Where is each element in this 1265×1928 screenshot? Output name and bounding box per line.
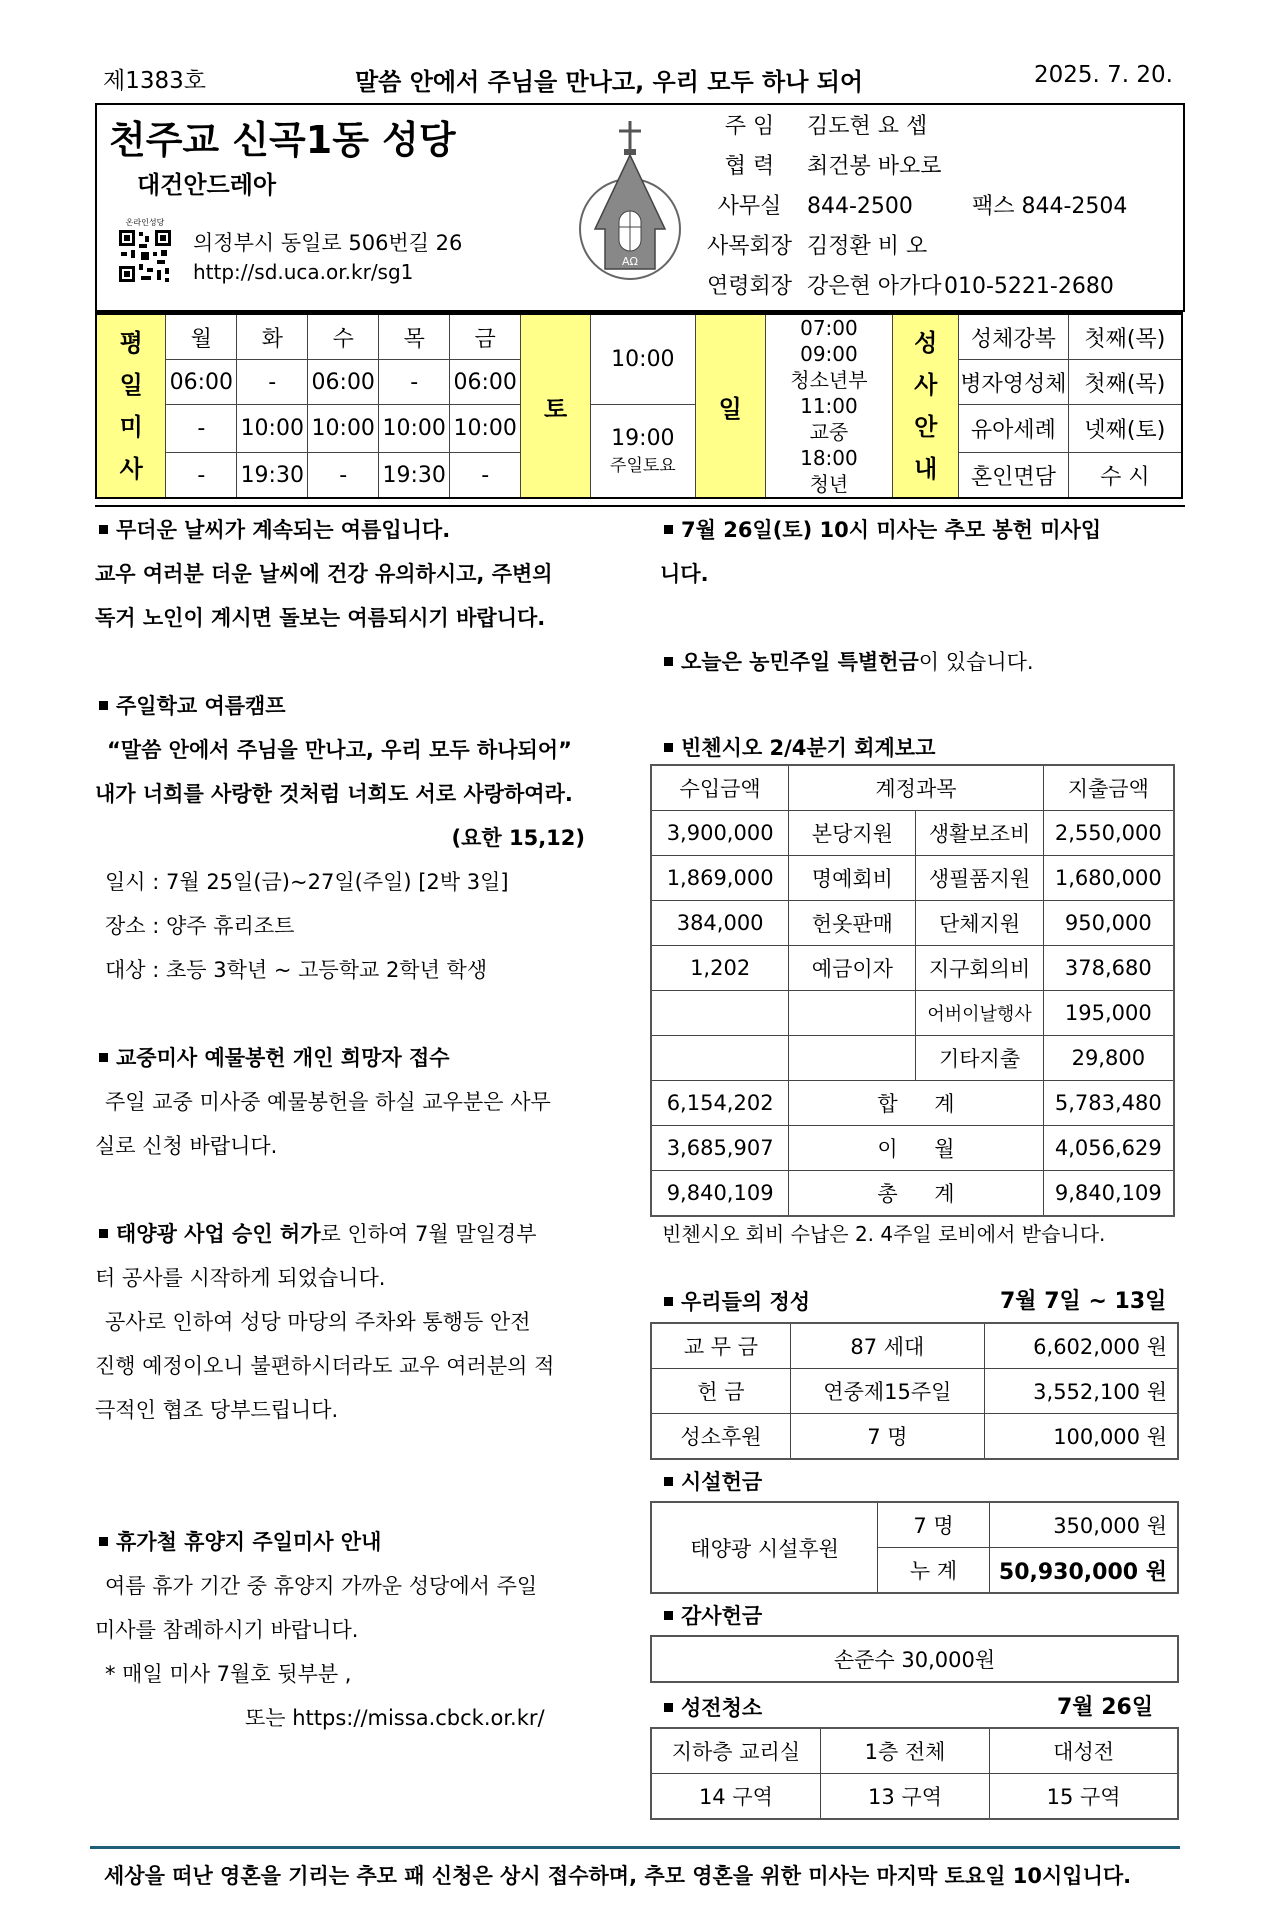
sacrament-when: 첫째(목) — [1068, 360, 1182, 405]
logo-text: AΩ — [622, 255, 638, 268]
mass-time: - — [308, 453, 379, 499]
saturday-time-1: 10:00 — [590, 314, 695, 405]
vacation-line: * 매일 미사 7월호 뒷부분 , — [105, 1662, 352, 1686]
day-header: 월 — [166, 314, 237, 360]
sacrament-name: 성체강복 — [959, 314, 1069, 360]
notice-heat-line: 교우 여러분 더운 날씨에 건강 유의하시고, 주변의 — [95, 562, 553, 586]
day-header: 목 — [379, 314, 450, 360]
thanks-content: 손준수 30,000원 — [651, 1636, 1178, 1682]
col-header: 지출금액 — [1043, 765, 1174, 811]
mass-time: - — [166, 453, 237, 499]
day-header: 금 — [450, 314, 521, 360]
cleaning-table — [650, 1727, 1179, 1820]
divider — [95, 505, 1185, 507]
table-row: 1,869,000 명예회비 생필품지원 1,680,000 — [651, 856, 1174, 901]
parish-url[interactable]: http://sd.uca.or.kr/sg1 — [193, 260, 414, 284]
cleaning-title: 성전청소 — [660, 1692, 762, 1722]
vincent-note: 빈첸시오 회비 수납은 2. 4주일 로비에서 받습니다. — [662, 1222, 1106, 1246]
col-header: 계정과목 — [789, 765, 1043, 811]
sacrament-name: 혼인면담 — [959, 453, 1069, 499]
mass-time: 10:00 — [237, 405, 308, 453]
vacation-line: 미사를 참례하시기 바랍니다. — [95, 1618, 359, 1642]
notice-heat-title: 무더운 날씨가 계속되는 여름입니다. — [95, 508, 615, 552]
solar-line: 진행 예정이오니 불편하시더라도 교우 여러분의 적 — [95, 1354, 555, 1378]
farmers-sunday-notice: 오늘은 농민주일 특별헌금이 있습니다. — [660, 640, 1190, 684]
camp-detail: 일시 : 7월 25일(금)~27일(주일) [2박 3일] — [105, 870, 509, 894]
table-row: 384,000 헌옷판매 단체지원 950,000 — [651, 901, 1174, 946]
church-logo-icon — [575, 119, 685, 294]
vincent-table — [650, 764, 1175, 1217]
table-row: 헌 금 연중제15주일 3,552,100 원 — [651, 1369, 1178, 1414]
table-row: 기타지출 29,800 — [651, 1036, 1174, 1081]
table-row: 14 구역 13 구역 15 구역 — [651, 1774, 1178, 1820]
sacrament-when: 첫째(목) — [1068, 314, 1182, 360]
camp-detail: 대상 : 초등 3학년 ~ 고등학교 2학년 학생 — [105, 958, 488, 982]
sacrament-name: 유아세례 — [959, 405, 1069, 453]
day-header: 수 — [308, 314, 379, 360]
thanks-title: 감사헌금 — [660, 1600, 762, 1630]
mass-time: - — [237, 360, 308, 405]
solar-line: 극적인 협조 당부드립니다. — [95, 1398, 339, 1422]
sacrament-label: 성 사 안 내 — [893, 314, 959, 499]
camp-quote: “말씀 안에서 주님을 만나고, 우리 모두 하나되어” — [107, 738, 572, 762]
mass-time: 10:00 — [379, 405, 450, 453]
camp-verse: 내가 너희를 사랑한 것처럼 너희도 서로 사랑하여라. — [95, 782, 573, 806]
facility-title: 시설헌금 — [660, 1466, 762, 1496]
total-row: 9,840,109 총 계 9,840,109 — [651, 1171, 1174, 1217]
mass-time: 19:30 — [379, 453, 450, 499]
solar-line: 공사로 인하여 성당 마당의 주차와 통행등 안전 — [105, 1310, 531, 1334]
sunday-label: 일 — [695, 314, 765, 499]
issue-number: 제1383호 — [103, 68, 206, 94]
mass-time: 06:00 — [166, 360, 237, 405]
offering-line: 실로 신청 바랍니다. — [95, 1134, 278, 1158]
missa-link[interactable]: 또는 https://missa.cbck.or.kr/ — [245, 1706, 545, 1730]
vincent-title: 빈첸시오 2/4분기 회계보고 — [660, 732, 935, 762]
notice-heat-line: 독거 노인이 계시면 돌보는 여름되시기 바랍니다. — [95, 606, 546, 630]
qr-caption: 온라인성당 — [125, 218, 165, 227]
day-header: 화 — [237, 314, 308, 360]
mass-time: - — [450, 453, 521, 499]
sacrament-when: 수 시 — [1068, 453, 1182, 499]
total-row: 6,154,202 합 계 5,783,480 — [651, 1081, 1174, 1126]
camp-detail: 장소 : 양주 휴리조트 — [105, 914, 295, 938]
parish-address: 의정부시 동일로 506번길 26 — [193, 231, 463, 255]
table-row: 어버이날행사 195,000 — [651, 991, 1174, 1036]
motto: 말씀 안에서 주님을 만나고, 우리 모두 하나 되어 — [355, 68, 864, 96]
left-column — [95, 508, 615, 1740]
solar-title: 태양광 사업 승인 허가로 인하여 7월 말일경부 — [95, 1212, 615, 1256]
vacation-title: 휴가철 휴양지 주일미사 안내 — [95, 1520, 615, 1564]
mass-time: 19:30 — [237, 453, 308, 499]
footer-notice: 세상을 떠난 영혼을 기리는 추모 패 신청은 상시 접수하며, 추모 영혼을 위한 미사는 마지막 토요일 10시입니다. — [104, 1864, 1132, 1888]
solar-line: 터 공사를 시작하게 되었습니다. — [95, 1266, 386, 1290]
issue-date: 2025. 7. 20. — [1034, 62, 1173, 88]
mass-time: - — [166, 405, 237, 453]
mass-time: - — [379, 360, 450, 405]
table-row: 3,900,000 본당지원 생활보조비 2,550,000 — [651, 811, 1174, 856]
saturday-time-2: 19:00 주일토요 — [590, 405, 695, 499]
sacrament-name: 병자영성체 — [959, 360, 1069, 405]
memorial-mass-notice-cont: 니다. — [660, 562, 709, 586]
cleaning-date: 7월 26일 — [1057, 1695, 1154, 1720]
camp-title: 주일학교 여름캠프 — [95, 684, 615, 728]
vacation-line: 여름 휴가 기간 중 휴양지 가까운 성당에서 주일 — [105, 1574, 538, 1598]
mass-time: 10:00 — [308, 405, 379, 453]
col-header: 수입금액 — [651, 765, 789, 811]
mass-time: 06:00 — [450, 360, 521, 405]
facility-label: 태양광 시설후원 — [651, 1502, 878, 1593]
thanks-table — [650, 1635, 1179, 1683]
parish-name: 천주교 신곡1동 성당 — [109, 118, 456, 162]
sunday-times: 07:00 09:00 청소년부 11:00 교중 18:00 청년 — [765, 314, 893, 499]
mass-time: 10:00 — [450, 405, 521, 453]
parish-info-box: 천주교 신곡1동 성당 대건안드레아 온라인성당 의정부시 동일로 506번길 26 http://sd.uca.or.kr/sg1 AΩ 주 임 김도현 요 셉 협 력 최건봉 바오로 사무실 844-2500 팩스 844-2504 사목회장 김정환 비 오 연령회장 강은현 아가다 010-5221-2680 — [95, 103, 1185, 312]
facility-table — [650, 1501, 1179, 1594]
devotion-table — [650, 1322, 1179, 1460]
mass-schedule-table — [95, 312, 1183, 499]
offering-line: 주일 교중 미사중 예물봉헌을 하실 교우분은 사무 — [105, 1090, 551, 1114]
table-row: 교 무 금 87 세대 6,602,000 원 — [651, 1323, 1178, 1369]
qr-code-icon[interactable] — [117, 228, 173, 284]
camp-ref: (요한 15,12) — [451, 826, 585, 850]
mass-time: 06:00 — [308, 360, 379, 405]
devotion-title: 우리들의 정성 — [660, 1286, 810, 1316]
memorial-mass-notice: 7월 26일(토) 10시 미사는 추모 봉헌 미사입 — [660, 508, 1190, 552]
sacrament-when: 넷째(토) — [1068, 405, 1182, 453]
saturday-label: 토 — [521, 314, 591, 499]
offering-title: 교중미사 예물봉헌 개인 희망자 접수 — [95, 1036, 615, 1080]
table-row: 성소후원 7 명 100,000 원 — [651, 1414, 1178, 1460]
footer-divider — [90, 1846, 1180, 1849]
table-row: 태양광 시설후원 7 명 350,000 원 — [651, 1502, 1178, 1548]
weekday-mass-label: 평 일 미 사 — [96, 314, 166, 499]
total-row: 3,685,907 이 월 4,056,629 — [651, 1126, 1174, 1171]
devotion-period: 7월 7일 ~ 13일 — [1000, 1289, 1167, 1314]
parish-patron: 대건안드레아 — [137, 171, 277, 199]
table-row: 1,202 예금이자 지구회의비 378,680 — [651, 946, 1174, 991]
table-row: 누 계 50,930,000 원 — [651, 1548, 1178, 1594]
table-row: 지하층 교리실 1층 전체 대성전 — [651, 1728, 1178, 1774]
right-column-top — [660, 508, 1190, 728]
